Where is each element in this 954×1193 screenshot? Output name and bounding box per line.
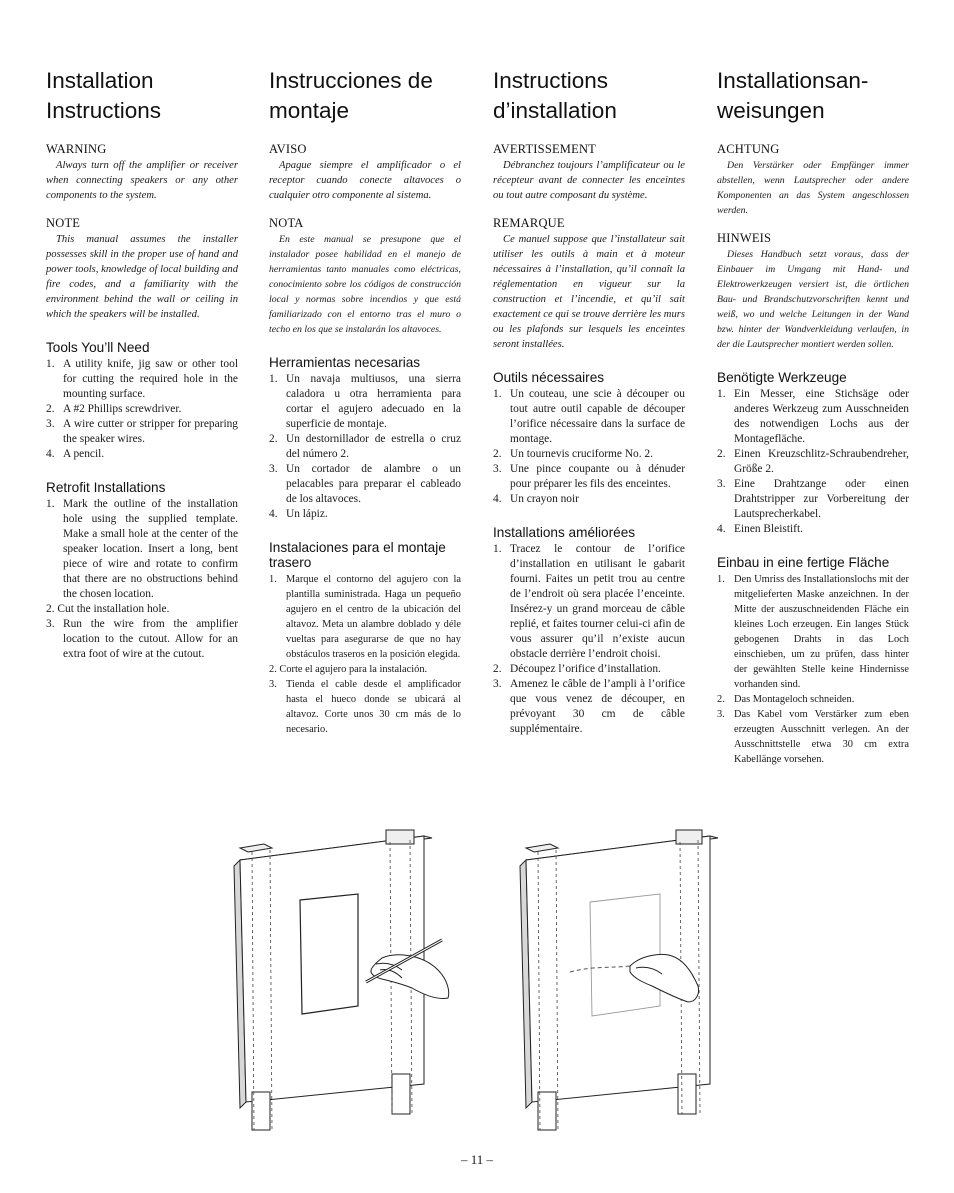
list-item: 3. Eine Drahtzange oder einen Drahtstripper zur Vorbereitung der Lautsprecherkabel. [717, 478, 909, 520]
list-item: 1. Den Umriss des Installationslochs mit der mitgelieferten Maske anzeichnen. In der Mitte der auszuschneidenden Fläche ein kleines Loch erzeugen. Ein langes Stück gebogenen Drahts in das Loch einschieben, um zu prüfen, dass hinter der gewählten Stelle keine Hindernisse vorhanden sind. [717, 574, 909, 690]
section-title: Instrucciones de montaje [269, 68, 433, 123]
list-item: 2. Cut the installation hole. [46, 603, 170, 615]
list-item: 4. A pencil. [46, 448, 105, 460]
tools-heading: Tools You’ll Need [46, 340, 150, 355]
warning-text: Den Verstärker oder Empfänger immer abstellen, wenn Lautsprecher oder andere Komponenten an das System angeschlossen werden. [717, 160, 909, 216]
column-german [717, 66, 909, 767]
list-item: 4. Einen Bleistift. [717, 523, 803, 535]
section-title: Installation Instructions [46, 68, 162, 123]
installation-heading: Einbau in eine fertige Fläche [717, 555, 890, 570]
warning-text: Débranchez toujours l’amplificateur ou le récepteur avant de connecter les enceintes ou tout autre composant du système. [493, 160, 685, 201]
note-label: NOTA [269, 216, 304, 230]
list-item: 3. Une pince coupante ou à dénuder pour préparer les fils des enceintes. [493, 463, 685, 490]
tools-heading: Outils nécessaires [493, 370, 605, 385]
note-label: REMARQUE [493, 216, 565, 230]
list-item: 1. Marque el contorno del agujero con la plantilla suministrada. Haga un pequeño agujero en el centro de la ubicación del altavoz. Meta un alambre doblado y déle vueltas para asegurarse de que no hay obstáculos traseros en la posición elegida. [269, 574, 461, 660]
list-item: 1. Ein Messer, eine Stichsäge oder anderes Werkzeug zum Ausschneiden des notwendigen Lochs aus der Montagefläche. [717, 388, 909, 445]
column-spanish [269, 66, 461, 737]
list-item: 3. Tienda el cable desde el amplificador hasta el hueco donde se ubicará al altavoz. Corte unos 30 cm más de lo necesario. [269, 679, 461, 735]
list-item: 1. Tracez le contour de l’orifice d’installation en utilisant le gabarit fourni. Faites un petit trou au centre de l’endroit où sera placée l’enceinte. Insérez-y un grand morceau de câble replié, et faites tourner celui-ci afin de vous assurer qu’il n’existe aucun obstacle derrière l’endroit choisi. [493, 543, 685, 660]
note-text: En este manual se presupone que el instalador posee habilidad en el manejo de herramientas tanto manuales como eléctricas, conocimiento sobre los códigos de construcción local y normas sobre incendios y que está familiarizado con el entorno tras el muro o techo en los que se instalarán los altavoces. [269, 234, 461, 335]
list-item: 3. Amenez le câble de l’ampli à l’orifice que vous venez de découper, en prévoyant 30 cm de câble supplémentaire. [493, 678, 685, 735]
list-item: 3. A wire cutter or stripper for preparing the speaker wires. [46, 418, 238, 445]
note-text: Ce manuel suppose que l’installateur sait utiliser les outils à main et à moteur nécessaires à l’installation, qu’il connaît la réglementation en vigueur sur la construction et l’incendie, et qu’il sait exactement ce qui se trouve derrière les murs ou les plafonds sur lesquels les enceintes seront installées. [493, 234, 685, 350]
list-item: 1. Mark the outline of the installation hole using the supplied template. Make a small hole at the center of the speaker location. Insert a long, bent piece of wire and rotate to confirm that there are no obstructions behind the chosen location. [46, 498, 238, 600]
column-english [46, 66, 238, 662]
list-item: 3. Das Kabel vom Verstärker zum eben erzeugten Ausschnitt verlegen. An der Ausschnittstelle etwa 30 cm extra Kabellänge vorsehen. [717, 709, 909, 765]
list-item: 2. Découpez l’orifice d’installation. [493, 663, 661, 675]
note-text: Dieses Handbuch setzt voraus, dass der Einbauer im Umgang mit Hand- und Elektrowerkzeugen versiert ist, die örtlichen Bau- und Brandschutzvorschriften kennt und weiß, wo und welche Leitungen in der Wand bzw. hinter der Wandverkleidung verlaufen, in der die Lautsprecher montiert werden sollen. [717, 249, 909, 350]
note-text: This manual assumes the installer possesses skill in the proper use of hand and power tools, knowledge of local building and fire codes, and a familiarity with the environment behind the wall or ceiling in which the speakers will be installed. [46, 234, 238, 320]
tools-list [717, 387, 909, 537]
page-number: – 11 – [460, 1152, 494, 1167]
warning-label: AVERTISSEMENT [493, 142, 597, 156]
list-item: 1. Un navaja multiusos, una sierra caladora u otra herramienta para cortar el agujero adecuado en la superficie de montaje. [269, 373, 461, 430]
list-item: 4. Un lápiz. [269, 508, 328, 520]
steps-list [46, 497, 238, 662]
list-item: 3. Un cortador de alambre o un pelacables para preparar el cableado de los altavoces. [269, 463, 461, 505]
section-title: Instructions d’installation [493, 68, 617, 123]
warning-text: Apague siempre el amplificador o el receptor cuando conecte altavoces o cualquier otro componente al sistema. [269, 160, 461, 201]
installation-heading: Instalaciones para el montaje trasero [269, 540, 446, 570]
warning-text: Always turn off the amplifier or receiver when connecting speakers or any other components to the system. [46, 160, 238, 201]
note-label: NOTE [46, 216, 81, 230]
note-label: HINWEIS [717, 231, 772, 245]
list-item: 2. A #2 Phillips screwdriver. [46, 403, 182, 415]
steps-list [269, 572, 461, 737]
list-item: 2. Das Montageloch schneiden. [717, 694, 855, 705]
list-item: 1. Un couteau, une scie à découper ou tout autre outil capable de découper l’orifice nécessaire dans la surface de montage. [493, 388, 685, 445]
warning-label: WARNING [46, 142, 107, 156]
tools-list [493, 387, 685, 507]
steps-list [493, 542, 685, 737]
illustration-checking-obstructions [512, 822, 734, 1142]
tools-heading: Herramientas necesarias [269, 355, 421, 370]
installation-heading: Installations améliorées [493, 525, 636, 540]
list-item: 1. A utility knife, jig saw or other tool for cutting the required hole in the mounting surface. [46, 358, 238, 400]
installation-heading: Retrofit Installations [46, 480, 166, 495]
list-item: 2. Corte el agujero para la instalación. [269, 664, 428, 675]
steps-list [717, 572, 909, 767]
list-item: 2. Un destornillador de estrella o cruz del número 2. [269, 433, 461, 460]
tools-list [269, 372, 461, 522]
tools-list [46, 357, 238, 462]
tools-heading: Benötigte Werkzeuge [717, 370, 847, 385]
list-item: 2. Un tournevis cruciforme No. 2. [493, 448, 653, 460]
list-item: 3. Run the wire from the amplifier location to the cutout. Allow for an extra foot of wire at the cutout. [46, 618, 238, 660]
column-french [493, 66, 685, 737]
list-item: 4. Un crayon noir [493, 493, 579, 505]
list-item: 2. Einen Kreuzschlitz-Schraubendreher, Größe 2. [717, 448, 909, 475]
warning-label: ACHTUNG [717, 142, 780, 156]
section-title: Installationsan-weisungen [717, 68, 869, 123]
warning-label: AVISO [269, 142, 307, 156]
illustration-marking-outline [226, 822, 468, 1142]
